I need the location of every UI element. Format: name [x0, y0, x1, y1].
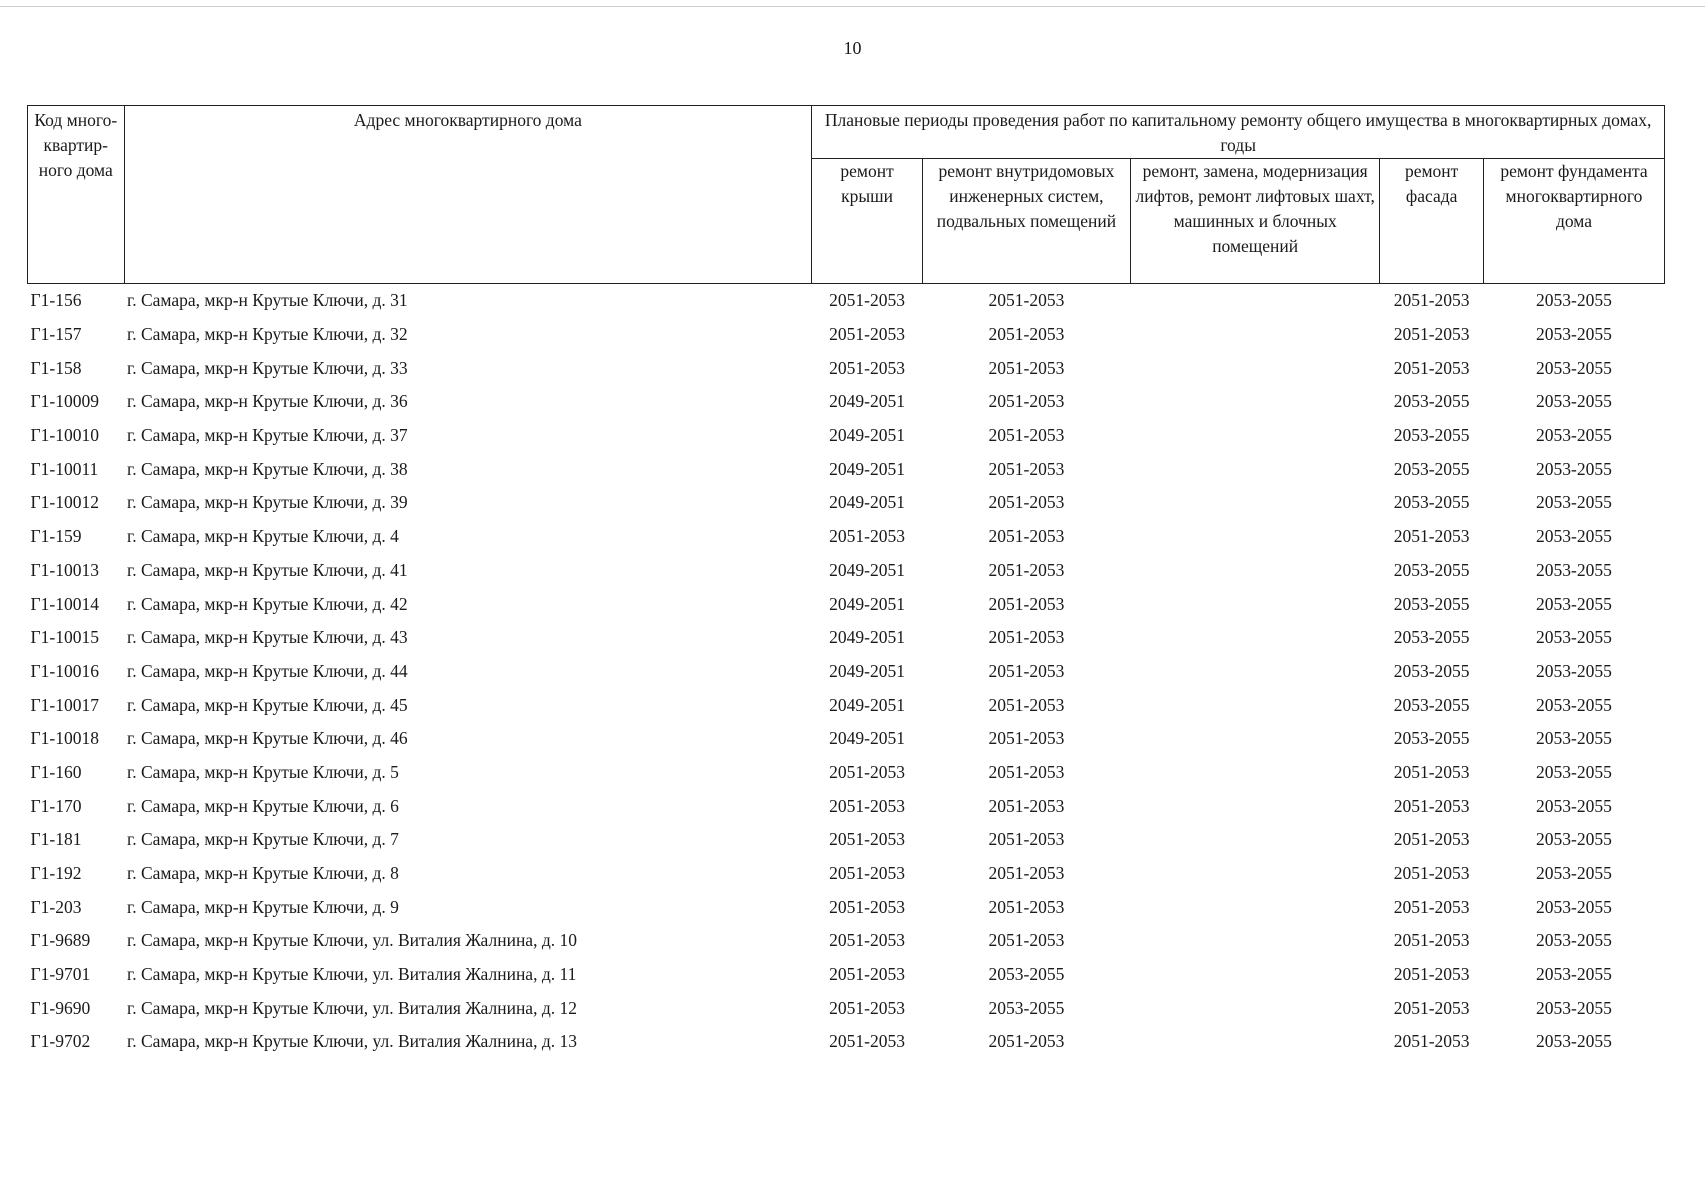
cell-facade-period: 2053-2055: [1393, 593, 1470, 614]
cell-roof-period: 2051-2053: [829, 863, 905, 884]
header-row-top: [28, 106, 1665, 159]
header-code: Код много-квартир-ного дома: [28, 106, 125, 284]
cell-foundation-period: 2053-2055: [1536, 627, 1612, 648]
cell-code: Г1-10016: [30, 660, 99, 681]
cell-foundation-period: 2053-2055: [1536, 357, 1612, 378]
cell-code: Г1-9690: [30, 997, 91, 1018]
table-row: [28, 520, 1665, 554]
cell-roof-period: 2051-2053: [829, 964, 905, 985]
cell-facade-period: 2053-2055: [1393, 425, 1470, 446]
header-lifts: ремонт, замена, модернизация лифтов, ремонт лифтовых шахт, машинных и блочных помещений: [1131, 159, 1380, 284]
cell-facade-period: 2051-2053: [1393, 829, 1470, 850]
cell-address: г. Самара, мкр-н Крутые Ключи, д. 38: [127, 458, 408, 479]
cell-roof-period: 2051-2053: [829, 761, 905, 782]
cell-code: Г1-10010: [30, 425, 99, 446]
cell-lifts-period: [1131, 486, 1380, 520]
cell-engineering-period: 2051-2053: [988, 492, 1065, 513]
cell-foundation-period: 2053-2055: [1536, 829, 1612, 850]
cell-foundation-period: 2053-2055: [1536, 492, 1612, 513]
cell-code: Г1-158: [30, 357, 82, 378]
cell-foundation-period: 2053-2055: [1536, 997, 1612, 1018]
cell-facade-period: 2053-2055: [1393, 492, 1470, 513]
table-row: [28, 554, 1665, 588]
capital-repair-schedule-table: [27, 105, 1665, 1059]
cell-engineering-period: 2051-2053: [988, 761, 1065, 782]
cell-lifts-period: [1131, 958, 1380, 992]
cell-lifts-period: [1131, 385, 1380, 419]
table-row: [28, 385, 1665, 419]
scan-edge-line: [0, 6, 1705, 7]
cell-address: г. Самара, мкр-н Крутые Ключи, д. 41: [127, 559, 408, 580]
cell-code: Г1-10009: [30, 391, 99, 412]
cell-engineering-period: 2051-2053: [988, 526, 1065, 547]
table-row: [28, 655, 1665, 689]
cell-code: Г1-9689: [30, 930, 91, 951]
cell-address: г. Самара, мкр-н Крутые Ключи, д. 43: [127, 627, 408, 648]
cell-facade-period: 2051-2053: [1393, 526, 1470, 547]
cell-roof-period: 2051-2053: [829, 829, 905, 850]
cell-address: г. Самара, мкр-н Крутые Ключи, ул. Виталия Жалнина, д. 10: [127, 930, 577, 951]
cell-roof-period: 2051-2053: [829, 997, 905, 1018]
cell-code: Г1-157: [30, 324, 82, 345]
cell-address: г. Самара, мкр-н Крутые Ключи, ул. Виталия Жалнина, д. 11: [127, 964, 577, 985]
cell-address: г. Самара, мкр-н Крутые Ключи, д. 32: [127, 324, 408, 345]
cell-engineering-period: 2051-2053: [988, 829, 1065, 850]
cell-engineering-period: 2051-2053: [988, 660, 1065, 681]
cell-code: Г1-170: [30, 795, 82, 816]
cell-roof-period: 2049-2051: [829, 593, 905, 614]
cell-foundation-period: 2053-2055: [1536, 391, 1612, 412]
table-row: [28, 823, 1665, 857]
cell-address: г. Самара, мкр-н Крутые Ключи, д. 46: [127, 728, 408, 749]
cell-code: Г1-10014: [30, 593, 99, 614]
cell-roof-period: 2051-2053: [829, 290, 905, 311]
cell-lifts-period: [1131, 621, 1380, 655]
cell-foundation-period: 2053-2055: [1536, 1031, 1612, 1052]
cell-roof-period: 2051-2053: [829, 526, 905, 547]
cell-foundation-period: 2053-2055: [1536, 930, 1612, 951]
cell-address: г. Самара, мкр-н Крутые Ключи, д. 42: [127, 593, 408, 614]
table-row: [28, 318, 1665, 352]
page-number: 10: [843, 38, 862, 58]
cell-engineering-period: 2051-2053: [988, 357, 1065, 378]
cell-roof-period: 2049-2051: [829, 627, 905, 648]
cell-lifts-period: [1131, 318, 1380, 352]
cell-lifts-period: [1131, 587, 1380, 621]
cell-address: г. Самара, мкр-н Крутые Ключи, д. 6: [127, 795, 399, 816]
cell-engineering-period: 2051-2053: [988, 559, 1065, 580]
cell-address: г. Самара, мкр-н Крутые Ключи, д. 5: [127, 761, 399, 782]
cell-code: Г1-10012: [30, 492, 99, 513]
cell-lifts-period: [1131, 1025, 1380, 1059]
cell-code: Г1-10018: [30, 728, 99, 749]
cell-engineering-period: 2051-2053: [988, 728, 1065, 749]
cell-foundation-period: 2053-2055: [1536, 964, 1612, 985]
cell-engineering-period: 2051-2053: [988, 627, 1065, 648]
cell-roof-period: 2049-2051: [829, 694, 905, 715]
cell-foundation-period: 2053-2055: [1536, 425, 1612, 446]
cell-roof-period: 2051-2053: [829, 1031, 905, 1052]
cell-facade-period: 2053-2055: [1393, 694, 1470, 715]
table-row: [28, 991, 1665, 1025]
table-row: [28, 419, 1665, 453]
cell-foundation-period: 2053-2055: [1536, 728, 1612, 749]
cell-engineering-period: 2051-2053: [988, 896, 1065, 917]
cell-lifts-period: [1131, 452, 1380, 486]
cell-address: г. Самара, мкр-н Крутые Ключи, ул. Виталия Жалнина, д. 13: [127, 1031, 577, 1052]
cell-engineering-period: 2051-2053: [988, 593, 1065, 614]
cell-facade-period: 2051-2053: [1393, 324, 1470, 345]
cell-facade-period: 2053-2055: [1393, 660, 1470, 681]
cell-code: Г1-192: [30, 863, 82, 884]
cell-code: Г1-181: [30, 829, 82, 850]
table-row: [28, 486, 1665, 520]
cell-engineering-period: 2051-2053: [988, 324, 1065, 345]
cell-lifts-period: [1131, 890, 1380, 924]
cell-engineering-period: 2051-2053: [988, 863, 1065, 884]
cell-address: г. Самара, мкр-н Крутые Ключи, д. 31: [127, 290, 408, 311]
cell-foundation-period: 2053-2055: [1536, 863, 1612, 884]
cell-foundation-period: 2053-2055: [1536, 526, 1612, 547]
cell-roof-period: 2049-2051: [829, 425, 905, 446]
cell-engineering-period: 2051-2053: [988, 290, 1065, 311]
cell-code: Г1-10015: [30, 627, 99, 648]
table-header: [28, 106, 1665, 284]
cell-code: Г1-160: [30, 761, 82, 782]
table-body: [28, 284, 1665, 1059]
cell-engineering-period: 2053-2055: [988, 997, 1065, 1018]
cell-lifts-period: [1131, 789, 1380, 823]
cell-facade-period: 2053-2055: [1393, 627, 1470, 648]
table-row: [28, 924, 1665, 958]
table-row: [28, 857, 1665, 891]
cell-foundation-period: 2053-2055: [1536, 660, 1612, 681]
cell-lifts-period: [1131, 857, 1380, 891]
cell-foundation-period: 2053-2055: [1536, 896, 1612, 917]
cell-roof-period: 2051-2053: [829, 795, 905, 816]
cell-lifts-period: [1131, 655, 1380, 689]
cell-roof-period: 2049-2051: [829, 458, 905, 479]
cell-code: Г1-9701: [30, 964, 91, 985]
cell-address: г. Самара, мкр-н Крутые Ключи, д. 36: [127, 391, 408, 412]
table-row: [28, 688, 1665, 722]
header-foundation: ремонт фундамента многоквартирного дома: [1483, 159, 1664, 284]
header-facade: ремонт фасада: [1380, 159, 1484, 284]
cell-foundation-period: 2053-2055: [1536, 795, 1612, 816]
table-row: [28, 621, 1665, 655]
cell-foundation-period: 2053-2055: [1536, 761, 1612, 782]
cell-foundation-period: 2053-2055: [1536, 458, 1612, 479]
cell-facade-period: 2053-2055: [1393, 391, 1470, 412]
cell-facade-period: 2051-2053: [1393, 930, 1470, 951]
cell-roof-period: 2051-2053: [829, 930, 905, 951]
header-roof: ремонт крыши: [812, 159, 923, 284]
cell-facade-period: 2051-2053: [1393, 964, 1470, 985]
cell-lifts-period: [1131, 991, 1380, 1025]
cell-engineering-period: 2051-2053: [988, 795, 1065, 816]
cell-engineering-period: 2051-2053: [988, 694, 1065, 715]
cell-lifts-period: [1131, 419, 1380, 453]
cell-code: Г1-10011: [30, 458, 99, 479]
cell-facade-period: 2051-2053: [1393, 863, 1470, 884]
cell-lifts-period: [1131, 924, 1380, 958]
cell-facade-period: 2053-2055: [1393, 458, 1470, 479]
cell-facade-period: 2051-2053: [1393, 997, 1470, 1018]
cell-roof-period: 2049-2051: [829, 391, 905, 412]
cell-code: Г1-156: [30, 290, 82, 311]
cell-code: Г1-10017: [30, 694, 99, 715]
cell-roof-period: 2049-2051: [829, 492, 905, 513]
cell-foundation-period: 2053-2055: [1536, 694, 1612, 715]
cell-engineering-period: 2051-2053: [988, 391, 1065, 412]
cell-address: г. Самара, мкр-н Крутые Ключи, д. 7: [127, 829, 399, 850]
cell-facade-period: 2053-2055: [1393, 559, 1470, 580]
cell-engineering-period: 2051-2053: [988, 458, 1065, 479]
cell-code: Г1-159: [30, 526, 82, 547]
table-row: [28, 958, 1665, 992]
cell-address: г. Самара, мкр-н Крутые Ключи, д. 8: [127, 863, 399, 884]
cell-address: г. Самара, мкр-н Крутые Ключи, д. 4: [127, 526, 399, 547]
cell-lifts-period: [1131, 688, 1380, 722]
cell-address: г. Самара, мкр-н Крутые Ключи, д. 44: [127, 660, 408, 681]
table-row: [28, 890, 1665, 924]
cell-lifts-period: [1131, 284, 1380, 318]
cell-address: г. Самара, мкр-н Крутые Ключи, д. 39: [127, 492, 408, 513]
cell-foundation-period: 2053-2055: [1536, 559, 1612, 580]
cell-code: Г1-10013: [30, 559, 99, 580]
cell-roof-period: 2051-2053: [829, 324, 905, 345]
cell-lifts-period: [1131, 520, 1380, 554]
cell-facade-period: 2051-2053: [1393, 896, 1470, 917]
cell-foundation-period: 2053-2055: [1536, 593, 1612, 614]
table-row: [28, 756, 1665, 790]
cell-address: г. Самара, мкр-н Крутые Ключи, д. 37: [127, 425, 408, 446]
cell-address: г. Самара, мкр-н Крутые Ключи, ул. Виталия Жалнина, д. 12: [127, 997, 577, 1018]
cell-address: г. Самара, мкр-н Крутые Ключи, д. 9: [127, 896, 399, 917]
cell-facade-period: 2053-2055: [1393, 728, 1470, 749]
cell-roof-period: 2049-2051: [829, 728, 905, 749]
header-engineering: ремонт внутридомовых инженерных систем, подвальных помещений: [922, 159, 1130, 284]
cell-facade-period: 2051-2053: [1393, 761, 1470, 782]
table-row: [28, 284, 1665, 318]
cell-lifts-period: [1131, 722, 1380, 756]
table-row: [28, 789, 1665, 823]
cell-roof-period: 2051-2053: [829, 896, 905, 917]
cell-engineering-period: 2051-2053: [988, 425, 1065, 446]
cell-code: Г1-9702: [30, 1031, 91, 1052]
cell-facade-period: 2051-2053: [1393, 290, 1470, 311]
table-row: [28, 452, 1665, 486]
cell-engineering-period: 2053-2055: [988, 964, 1065, 985]
cell-engineering-period: 2051-2053: [988, 930, 1065, 951]
table-row: [28, 587, 1665, 621]
cell-lifts-period: [1131, 351, 1380, 385]
cell-facade-period: 2051-2053: [1393, 357, 1470, 378]
cell-engineering-period: 2051-2053: [988, 1031, 1065, 1052]
cell-lifts-period: [1131, 756, 1380, 790]
cell-roof-period: 2049-2051: [829, 660, 905, 681]
table-row: [28, 722, 1665, 756]
cell-facade-period: 2051-2053: [1393, 795, 1470, 816]
header-address: Адрес многоквартирного дома: [124, 106, 812, 284]
header-planned-periods: Плановые периоды проведения работ по капитальному ремонту общего имущества в многоквартирных домах, годы: [812, 106, 1665, 159]
cell-facade-period: 2051-2053: [1393, 1031, 1470, 1052]
cell-address: г. Самара, мкр-н Крутые Ключи, д. 45: [127, 694, 408, 715]
cell-foundation-period: 2053-2055: [1536, 290, 1612, 311]
table-row: [28, 1025, 1665, 1059]
cell-roof-period: 2049-2051: [829, 559, 905, 580]
cell-code: Г1-203: [30, 896, 82, 917]
cell-roof-period: 2051-2053: [829, 357, 905, 378]
cell-lifts-period: [1131, 823, 1380, 857]
table-row: [28, 351, 1665, 385]
cell-address: г. Самара, мкр-н Крутые Ключи, д. 33: [127, 357, 408, 378]
cell-foundation-period: 2053-2055: [1536, 324, 1612, 345]
cell-lifts-period: [1131, 554, 1380, 588]
